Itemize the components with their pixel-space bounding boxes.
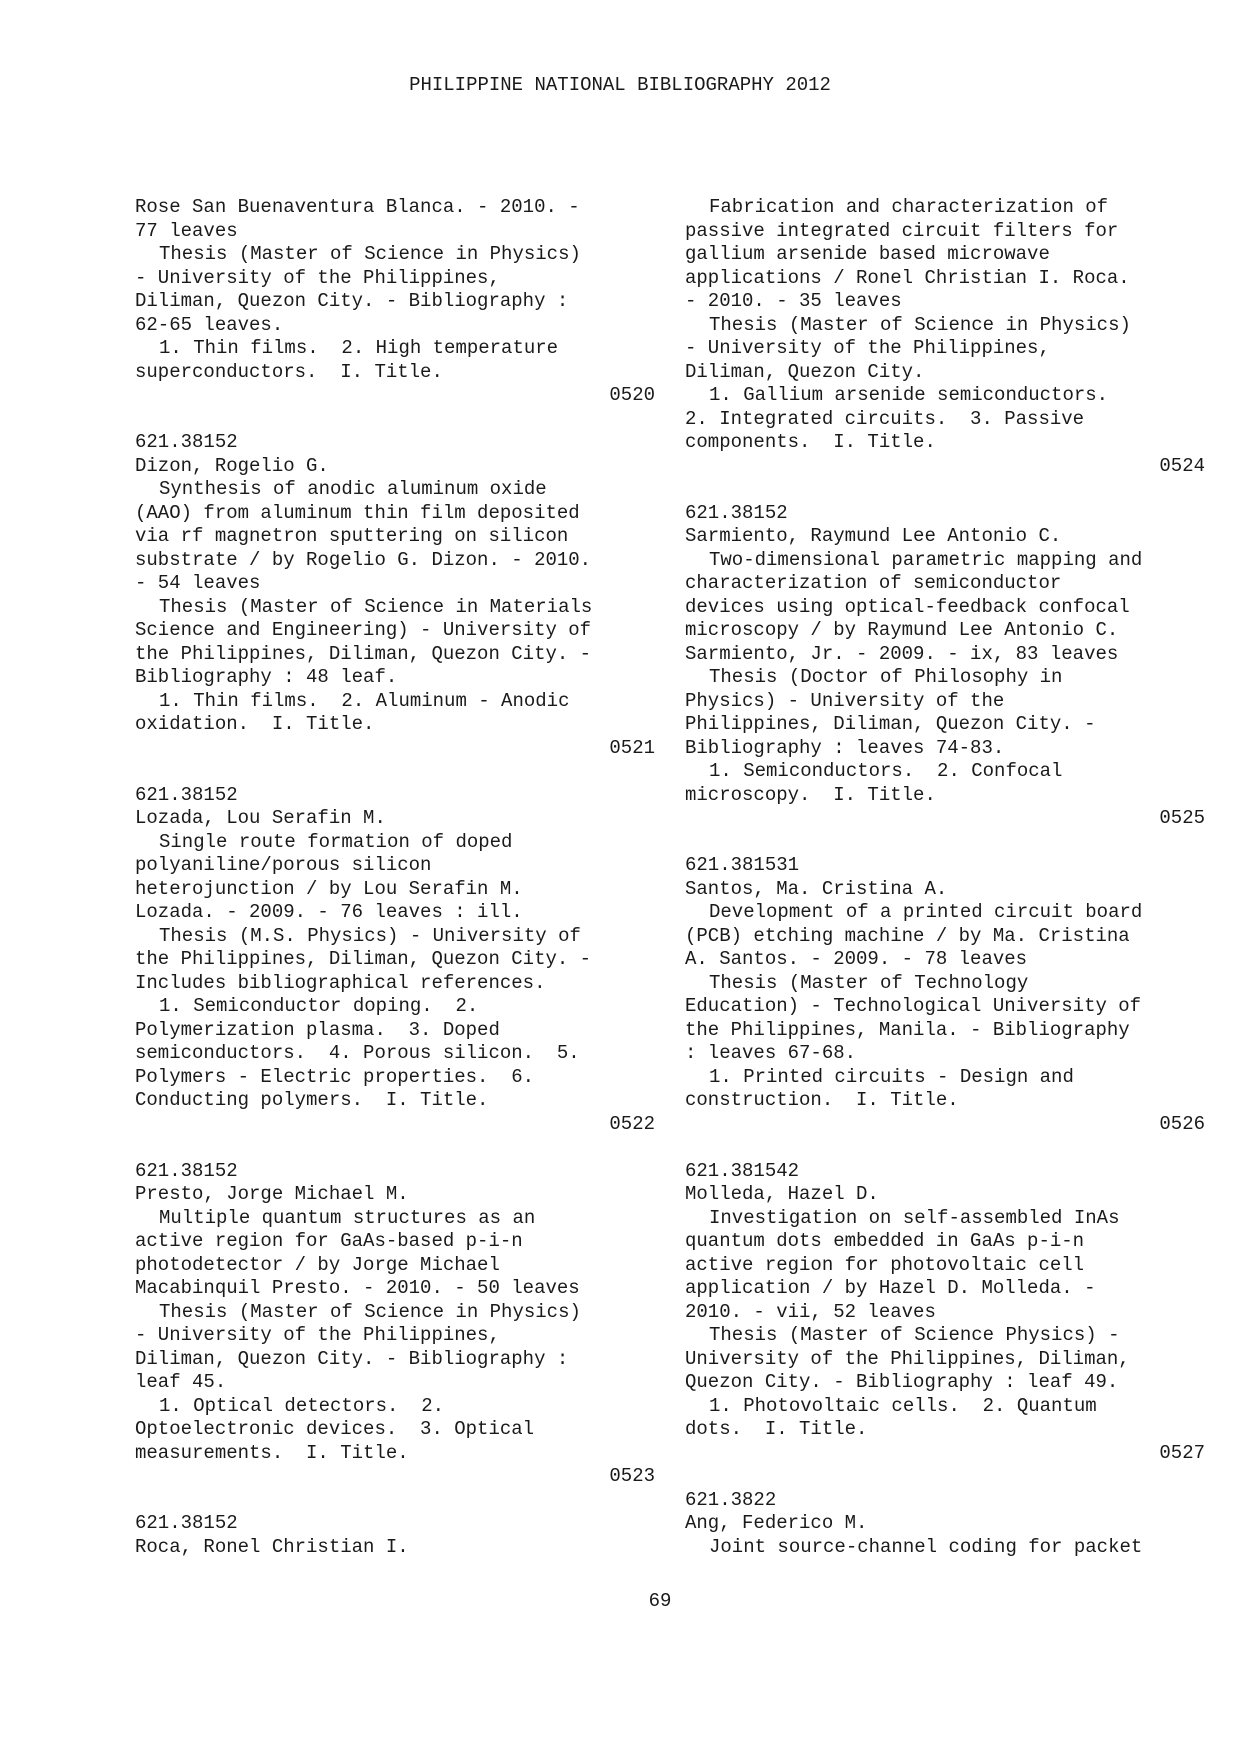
entry-number: 0521 (609, 736, 655, 759)
bibliography-entry (685, 1160, 1205, 1466)
entry-line: Sarmiento, Jr. - 2009. - ix, 83 leaves (685, 642, 1119, 665)
entry-number: 0527 (1159, 1441, 1205, 1464)
entry-line: 1. Thin films. 2. High temperature (159, 337, 559, 359)
entry-line: 1. Thin films. 2. Aluminum - Anodic (159, 689, 570, 712)
entry-line: Presto, Jorge Michael M. (135, 1183, 409, 1205)
entry-line: Polymers - Electric properties. 6. (135, 1065, 535, 1088)
entry-line: active region for photovoltaic cell (685, 1253, 1085, 1276)
page-header: PHILIPPINE NATIONAL BIBLIOGRAPHY 2012 (409, 74, 831, 96)
entry-line: Thesis (Master of Science in Physics) (159, 1300, 581, 1323)
entry-line: 621.381542 (685, 1159, 800, 1182)
entry-line: characterization of semiconductor (685, 572, 1062, 594)
entry-line: Molleda, Hazel D. (685, 1183, 879, 1205)
entry-line: Physics) - University of the (685, 689, 1005, 712)
entry-line: Thesis (Master of Science in Materials (159, 595, 593, 618)
entry-line: 1. Optical detectors. 2. (159, 1394, 445, 1417)
entry-line: Education) - Technological University of (685, 995, 1142, 1017)
entry-line: (AAO) from aluminum thin film deposited (135, 501, 580, 524)
entry-line: Thesis (M.S. Physics) - University of (159, 924, 581, 947)
entry-line: microscopy. I. Title. (685, 783, 936, 806)
bibliography-entry (135, 1512, 655, 1559)
bibliography-entry (135, 1160, 655, 1489)
entry-line: 621.38152 (135, 1512, 238, 1534)
entry-number: 0520 (609, 384, 655, 406)
entry-line: Multiple quantum structures as an (159, 1206, 536, 1229)
entry-line: Bibliography : 48 leaf. (135, 666, 398, 688)
entry-line: Thesis (Master of Science Physics) - (709, 1324, 1120, 1346)
entry-line: microscopy / by Raymund Lee Antonio C. (685, 619, 1119, 641)
entry-line: 1. Semiconductor doping. 2. (159, 995, 479, 1017)
entry-line: 1. Semiconductors. 2. Confocal (709, 760, 1063, 782)
entry-line: passive integrated circuit filters for (685, 219, 1119, 242)
entry-line: 621.38152 (135, 783, 238, 806)
entry-line: gallium arsenide based microwave (685, 243, 1050, 265)
entry-line: photodetector / by Jorge Michael (135, 1253, 500, 1276)
entry-line: 621.38152 (685, 501, 788, 524)
entry-line: application / by Hazel D. Molleda. - (685, 1277, 1096, 1299)
entry-number: 0524 (1159, 454, 1205, 477)
entry-line: 62-65 leaves. (135, 313, 284, 336)
page-number: 69 (648, 1590, 672, 1612)
bibliography-entry (135, 196, 655, 408)
entry-line: Quezon City. - Bibliography : leaf 49. (685, 1371, 1119, 1393)
entry-line: 621.38152 (135, 1159, 238, 1182)
entry-line: quantum dots embedded in GaAs p-i-n (685, 1230, 1085, 1252)
entry-line: - 2010. - 35 leaves (685, 290, 902, 312)
entry-line: - University of the Philippines, (135, 266, 500, 289)
entry-line: 621.38152 (135, 431, 238, 453)
left-column (135, 196, 655, 1583)
entry-line: via rf magnetron sputtering on silicon (135, 525, 569, 547)
entry-line: 621.381531 (685, 854, 800, 876)
entry-line: Sarmiento, Raymund Lee Antonio C. (685, 525, 1062, 547)
entry-line: heterojunction / by Lou Serafin M. (135, 877, 523, 900)
entry-line: Thesis (Doctor of Philosophy in (709, 666, 1063, 688)
entry-number: 0522 (609, 1112, 655, 1135)
entry-line: active region for GaAs-based p-i-n (135, 1230, 523, 1252)
entry-number: 0526 (1159, 1112, 1205, 1135)
entry-line: Lozada, Lou Serafin M. (135, 807, 386, 829)
entry-line: Synthesis of anodic aluminum oxide (159, 478, 547, 500)
entry-line: the Philippines, Manila. - Bibliography (685, 1018, 1130, 1041)
entry-line: A. Santos. - 2009. - 78 leaves (685, 948, 1028, 970)
entry-line: the Philippines, Diliman, Quezon City. - (135, 948, 592, 970)
entry-line: 1. Printed circuits - Design and (709, 1065, 1074, 1088)
entry-line: - 54 leaves (135, 572, 261, 594)
entry-line: 1. Gallium arsenide semiconductors. (709, 384, 1109, 406)
entry-line: 621.3822 (685, 1488, 777, 1511)
entry-line: Includes bibliographical references. (135, 971, 546, 994)
entry-line: Ang, Federico M. (685, 1512, 868, 1534)
entry-line: components. I. Title. (685, 431, 936, 453)
entry-line: Dizon, Rogelio G. (135, 454, 329, 477)
entry-line: Fabrication and characterization of (709, 196, 1109, 218)
entry-line: superconductors. I. Title. (135, 360, 443, 383)
entry-line: Diliman, Quezon City. (685, 360, 925, 383)
entry-line: Joint source-channel coding for packet (709, 1535, 1143, 1558)
entry-line: polyaniline/porous silicon (135, 854, 432, 876)
entry-line: Science and Engineering) - University of (135, 619, 592, 641)
entry-line: Conducting polymers. I. Title. (135, 1089, 489, 1111)
entry-line: the Philippines, Diliman, Quezon City. - (135, 642, 592, 665)
bibliography-entry (685, 1489, 1205, 1560)
entry-line: Diliman, Quezon City. - Bibliography : (135, 290, 569, 312)
entry-line: Macabinquil Presto. - 2010. - 50 leaves (135, 1277, 580, 1299)
entry-line: : leaves 67-68. (685, 1042, 857, 1064)
entry-number: 0523 (609, 1465, 655, 1487)
entry-line: Single route formation of doped (159, 830, 513, 853)
entry-line: Optoelectronic devices. 3. Optical (135, 1418, 535, 1440)
entry-line: 1. Photovoltaic cells. 2. Quantum (709, 1394, 1097, 1417)
entry-line: Santos, Ma. Cristina A. (685, 877, 948, 900)
entry-line: Philippines, Diliman, Quezon City. - (685, 713, 1096, 735)
entry-line: - University of the Philippines, (685, 337, 1050, 359)
entry-line: (PCB) etching machine / by Ma. Cristina (685, 924, 1130, 947)
entry-line: Diliman, Quezon City. - Bibliography : (135, 1347, 569, 1370)
entry-line: oxidation. I. Title. (135, 713, 375, 735)
entry-line: substrate / by Rogelio G. Dizon. - 2010. (135, 548, 592, 571)
entry-line: 77 leaves (135, 219, 238, 242)
entry-line: construction. I. Title. (685, 1089, 959, 1111)
entry-line: Development of a printed circuit board (709, 901, 1143, 923)
entry-line: Lozada. - 2009. - 76 leaves : ill. (135, 901, 523, 923)
entry-line: 2. Integrated circuits. 3. Passive (685, 407, 1085, 430)
entry-line: Polymerization plasma. 3. Doped (135, 1018, 500, 1041)
entry-line: Bibliography : leaves 74-83. (685, 736, 1005, 759)
entry-line: Two-dimensional parametric mapping and (709, 548, 1143, 571)
entry-line: Thesis (Master of Science in Physics) (709, 313, 1131, 336)
entry-line: applications / Ronel Christian I. Roca. (685, 266, 1130, 289)
entry-line: semiconductors. 4. Porous silicon. 5. (135, 1042, 580, 1064)
bibliography-entry (685, 196, 1205, 478)
entry-line: - University of the Philippines, (135, 1324, 500, 1346)
entry-line: Rose San Buenaventura Blanca. - 2010. - (135, 196, 580, 218)
entry-line: dots. I. Title. (685, 1418, 868, 1440)
entry-line: Investigation on self-assembled InAs (709, 1206, 1120, 1229)
right-column (685, 196, 1205, 1583)
entry-line: leaf 45. (135, 1371, 227, 1393)
entry-line: Thesis (Master of Science in Physics) (159, 243, 581, 265)
bibliography-entry (135, 784, 655, 1137)
bibliography-entry (135, 431, 655, 760)
entry-line: measurements. I. Title. (135, 1441, 409, 1464)
entry-line: Thesis (Master of Technology (709, 971, 1029, 994)
entry-line: University of the Philippines, Diliman, (685, 1347, 1130, 1370)
entry-number: 0525 (1159, 807, 1205, 829)
entry-line: Roca, Ronel Christian I. (135, 1535, 409, 1558)
bibliography-entry (685, 502, 1205, 831)
entry-line: 2010. - vii, 52 leaves (685, 1300, 936, 1323)
bibliography-entry (685, 854, 1205, 1136)
entry-line: devices using optical-feedback confocal (685, 595, 1130, 618)
